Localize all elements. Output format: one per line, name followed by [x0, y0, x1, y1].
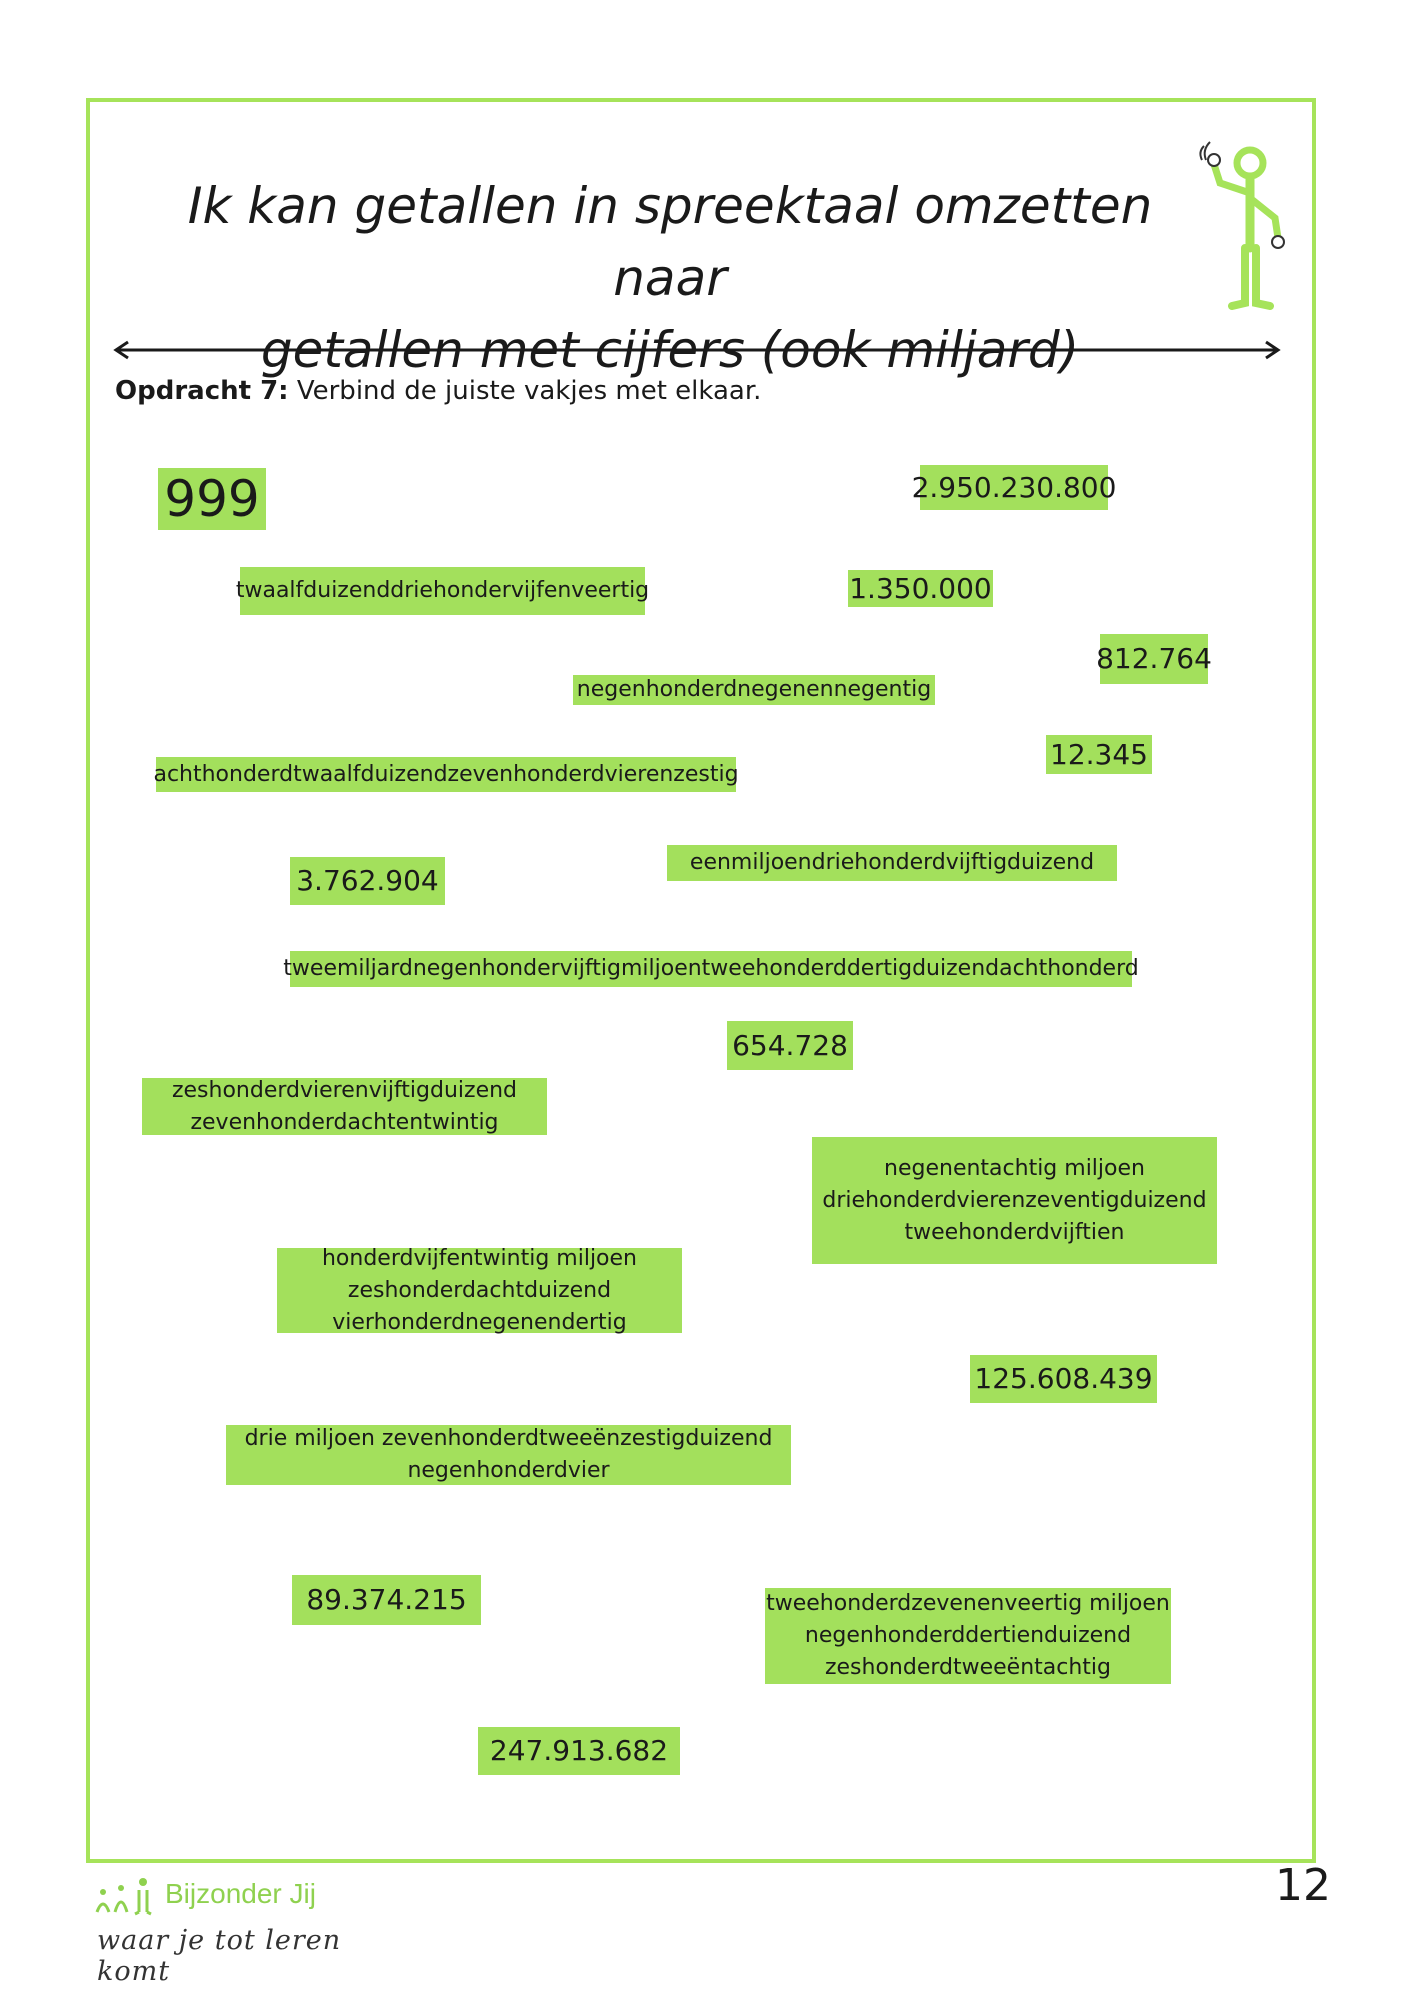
pointing-figure-icon [1190, 138, 1300, 318]
box-achthonderd[interactable]: achthonderdtwaalfduizendzevenhonderdvierenzestig [156, 757, 736, 792]
box-driemiljoen[interactable] [226, 1425, 791, 1485]
double-arrow-divider [112, 340, 1282, 360]
box-zeshonderd[interactable] [142, 1078, 547, 1135]
box-negenentachtig-line-2: driehonderdvierenzeventigduizend [822, 1187, 1207, 1213]
box-tweehonderdzevenenveertig-line-1: tweehonderdzevenenveertig miljoen [766, 1591, 1170, 1616]
box-honderdvijfentwintig-line-3: vierhonderdnegenendertig [332, 1309, 627, 1335]
box-tweehonderdzevenenveertig-line-2: negenhonderddertienduizend [804, 1623, 1132, 1648]
box-125608439[interactable]: 125.608.439 [970, 1355, 1157, 1403]
logo-name: Bijzonder Jij [165, 1878, 316, 1909]
box-negenentachtig[interactable] [812, 1137, 1217, 1264]
box-driemiljoen-line-1: drie miljoen zevenhonderdtweeënzestigduizend [244, 1426, 773, 1451]
box-driemiljoen-line-2: negenhonderdvier [407, 1458, 610, 1483]
box-negenhonderd[interactable]: negenhonderdnegenennegentig [573, 675, 935, 705]
box-negenentachtig-line-3: tweehonderdvijftien [904, 1219, 1125, 1245]
box-honderdvijfentwintig-line-2: zeshonderdachtduizend [347, 1277, 612, 1303]
box-12345[interactable]: 12.345 [1046, 735, 1152, 774]
box-tweehonderdzevenenveertig-line-3: zeshonderdtweeëntachtig [824, 1655, 1112, 1680]
box-negenentachtig-line-1: negenentachtig miljoen [884, 1155, 1145, 1181]
instruction [115, 376, 761, 406]
box-247913682[interactable]: 247.913.682 [478, 1727, 680, 1775]
box-812764[interactable]: 812.764 [1100, 634, 1208, 684]
box-tweehonderdzevenenveertig[interactable] [765, 1588, 1171, 1684]
box-twaalfduizend[interactable]: twaalfduizenddriehondervijfenveertig [240, 567, 645, 615]
box-eenmiljoen[interactable]: eenmiljoendriehonderdvijftigduizend [667, 845, 1117, 881]
box-999[interactable]: 999 [158, 468, 266, 530]
box-honderdvijfentwintig-line-1: honderdvijfentwintig miljoen [321, 1245, 637, 1271]
box-1350000[interactable]: 1.350.000 [848, 570, 993, 607]
instruction-label: Opdracht 7: [115, 376, 289, 406]
logo-figures-icon [95, 1878, 163, 1918]
page-number: 12 [1275, 1860, 1331, 1911]
logo-tagline: waar je tot leren komt [97, 1925, 342, 1987]
box-654728[interactable]: 654.728 [727, 1021, 853, 1070]
title-line-1: Ik kan getallen in spreektaal omzetten naar [187, 177, 1153, 307]
box-zeshonderd-line-1: zeshonderdvierenvijftigduizend [171, 1077, 518, 1103]
box-honderdvijfentwintig[interactable] [277, 1245, 682, 1335]
box-2950230800[interactable]: 2.950.230.800 [920, 465, 1108, 510]
instruction-text: Verbind de juiste vakjes met elkaar. [288, 376, 762, 406]
box-zeshonderd-line-2: zevenhonderdachtentwintig [190, 1109, 499, 1135]
title-line-2: getallen met cijfers (ook miljard) [260, 321, 1080, 379]
box-tweemiljard[interactable]: tweemiljardnegenhondervijftigmiljoentweehonderddertigduizendachthonderd [290, 951, 1132, 987]
box-89374215[interactable]: 89.374.215 [292, 1575, 481, 1625]
box-3762904[interactable]: 3.762.904 [290, 857, 445, 905]
bijzonder-jij-logo [95, 1870, 355, 1987]
